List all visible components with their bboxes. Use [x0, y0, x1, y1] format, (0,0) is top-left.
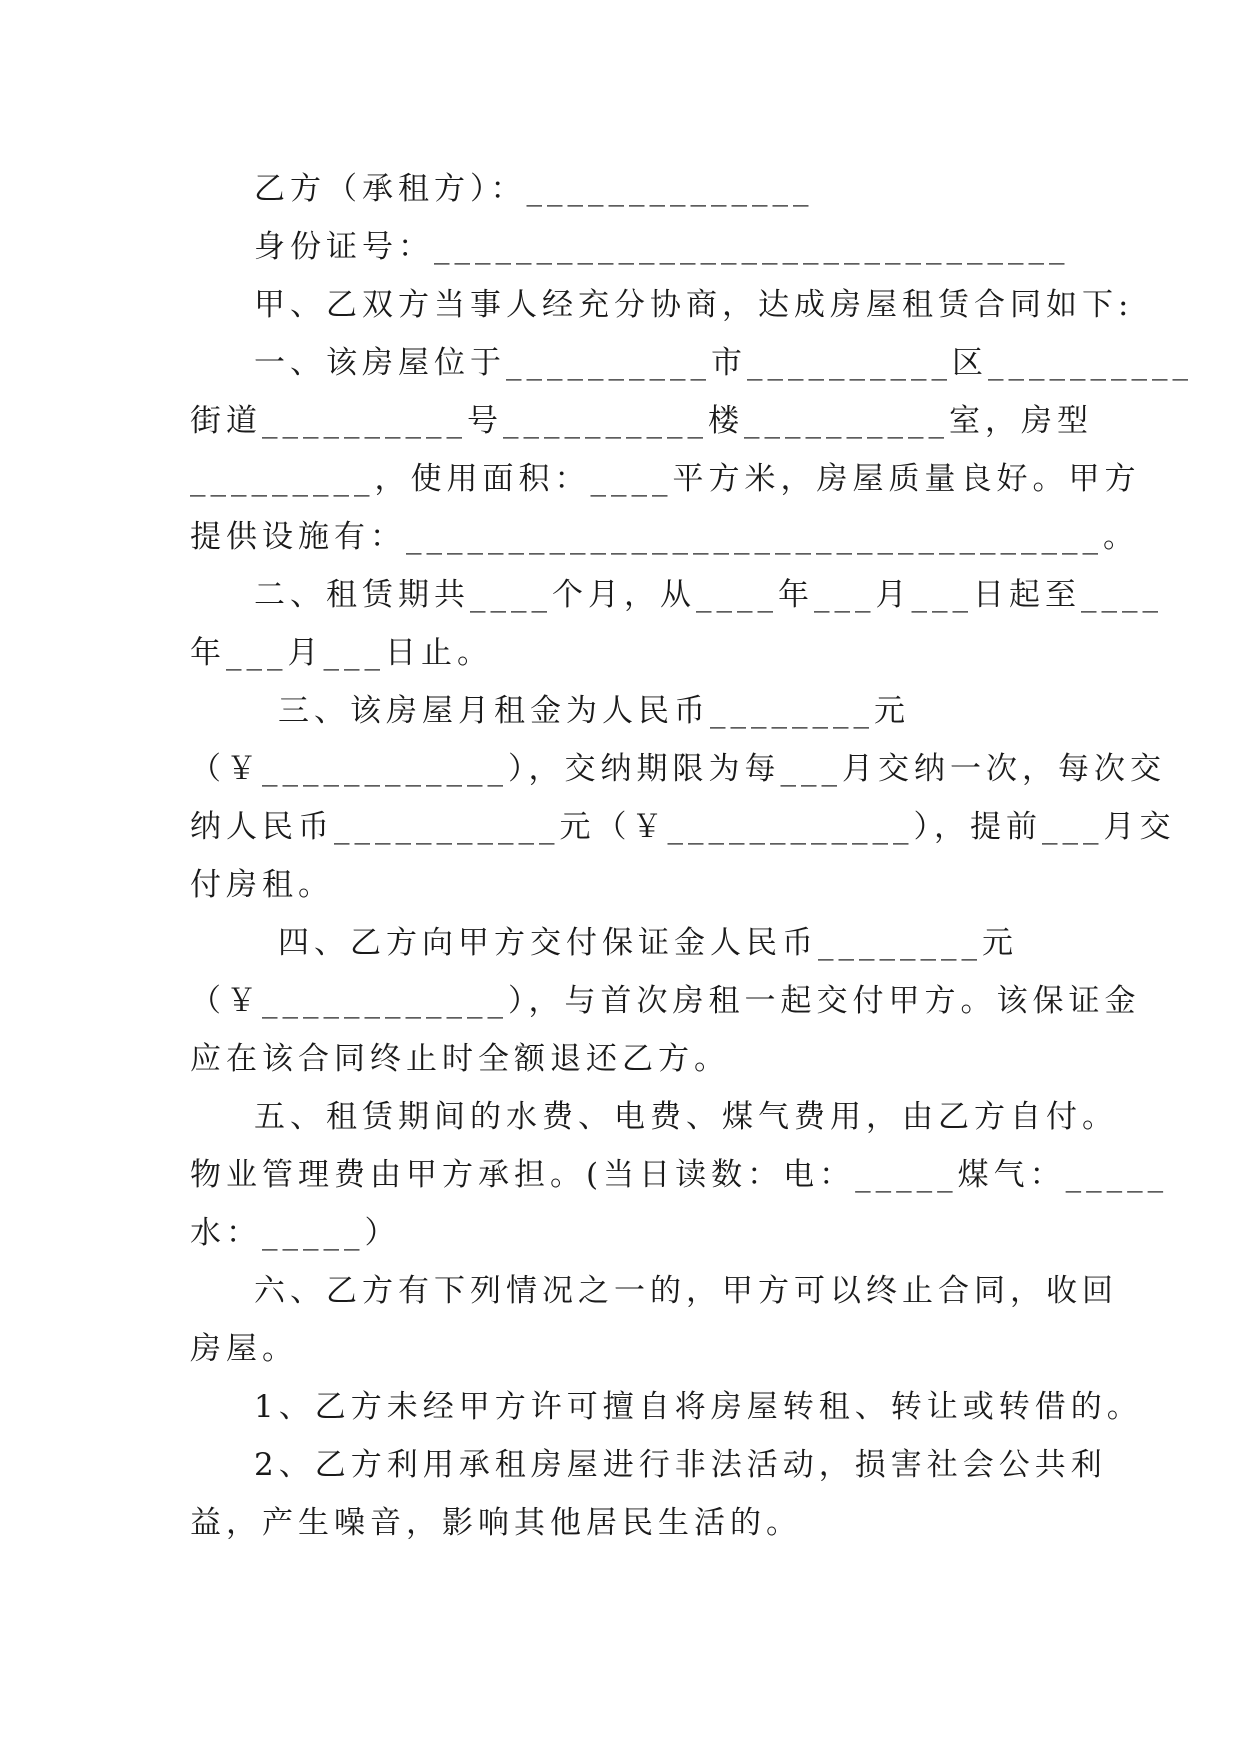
clause-4-line-2: （￥____________），与首次房租一起交付甲方。该保证金 — [190, 983, 1141, 1019]
clause-6-line-2: 房屋。 — [190, 1331, 298, 1367]
clause-1-line-3: _________，使用面积：____平方米，房屋质量良好。甲方 — [190, 461, 1141, 497]
clause-3-line-1: 三、该房屋月租金为人民币________元 — [278, 693, 910, 729]
clause-4-line-1: 四、乙方向甲方交付保证金人民币________元 — [278, 925, 1018, 961]
clause-6-item-2-line-2: 益，产生噪音，影响其他居民生活的。 — [190, 1505, 802, 1541]
id-number-line: 身份证号：_______________________________ — [254, 229, 1070, 265]
clause-2-line-1: 二、租赁期共____个月，从____年___月___日起至____ — [254, 577, 1163, 613]
clause-3-line-3: 纳人民币___________元（￥____________），提前___月交 — [190, 809, 1176, 845]
clause-1-line-1: 一、该房屋位于__________市__________区__________ — [254, 345, 1193, 381]
clause-6-item-1: 1、乙方未经甲方许可擅自将房屋转租、转让或转借的。 — [254, 1389, 1143, 1425]
clause-4-line-3: 应在该合同终止时全额退还乙方。 — [190, 1041, 730, 1077]
clause-1-line-4: 提供设施有：__________________________________。 — [190, 519, 1139, 555]
clause-5-line-2: 物业管理费由甲方承担。(当日读数：电：_____煤气：_____ — [190, 1157, 1169, 1193]
clause-3-line-2: （￥____________），交纳期限为每___月交纳一次，每次交 — [190, 751, 1166, 787]
contract-body — [190, 160, 1193, 1552]
clause-5-line-1: 五、租赁期间的水费、电费、煤气费用，由乙方自付。 — [254, 1099, 1118, 1135]
clause-3-line-4: 付房租。 — [190, 867, 334, 903]
clause-2-line-2: 年___月___日止。 — [190, 635, 493, 671]
clause-1-line-2: 街道__________号__________楼__________室，房型 — [190, 403, 1093, 439]
clause-6-line-1: 六、乙方有下列情况之一的，甲方可以终止合同，收回 — [254, 1273, 1118, 1309]
clause-5-line-3: 水：_____） — [190, 1215, 401, 1251]
agreement-intro-line: 甲、乙双方当事人经充分协商，达成房屋租赁合同如下: — [254, 287, 1134, 323]
clause-6-item-2-line-1: 2、乙方利用承租房屋进行非法活动，损害社会公共利 — [254, 1447, 1107, 1483]
tenant-name-line: 乙方（承租方）：______________ — [254, 171, 814, 207]
